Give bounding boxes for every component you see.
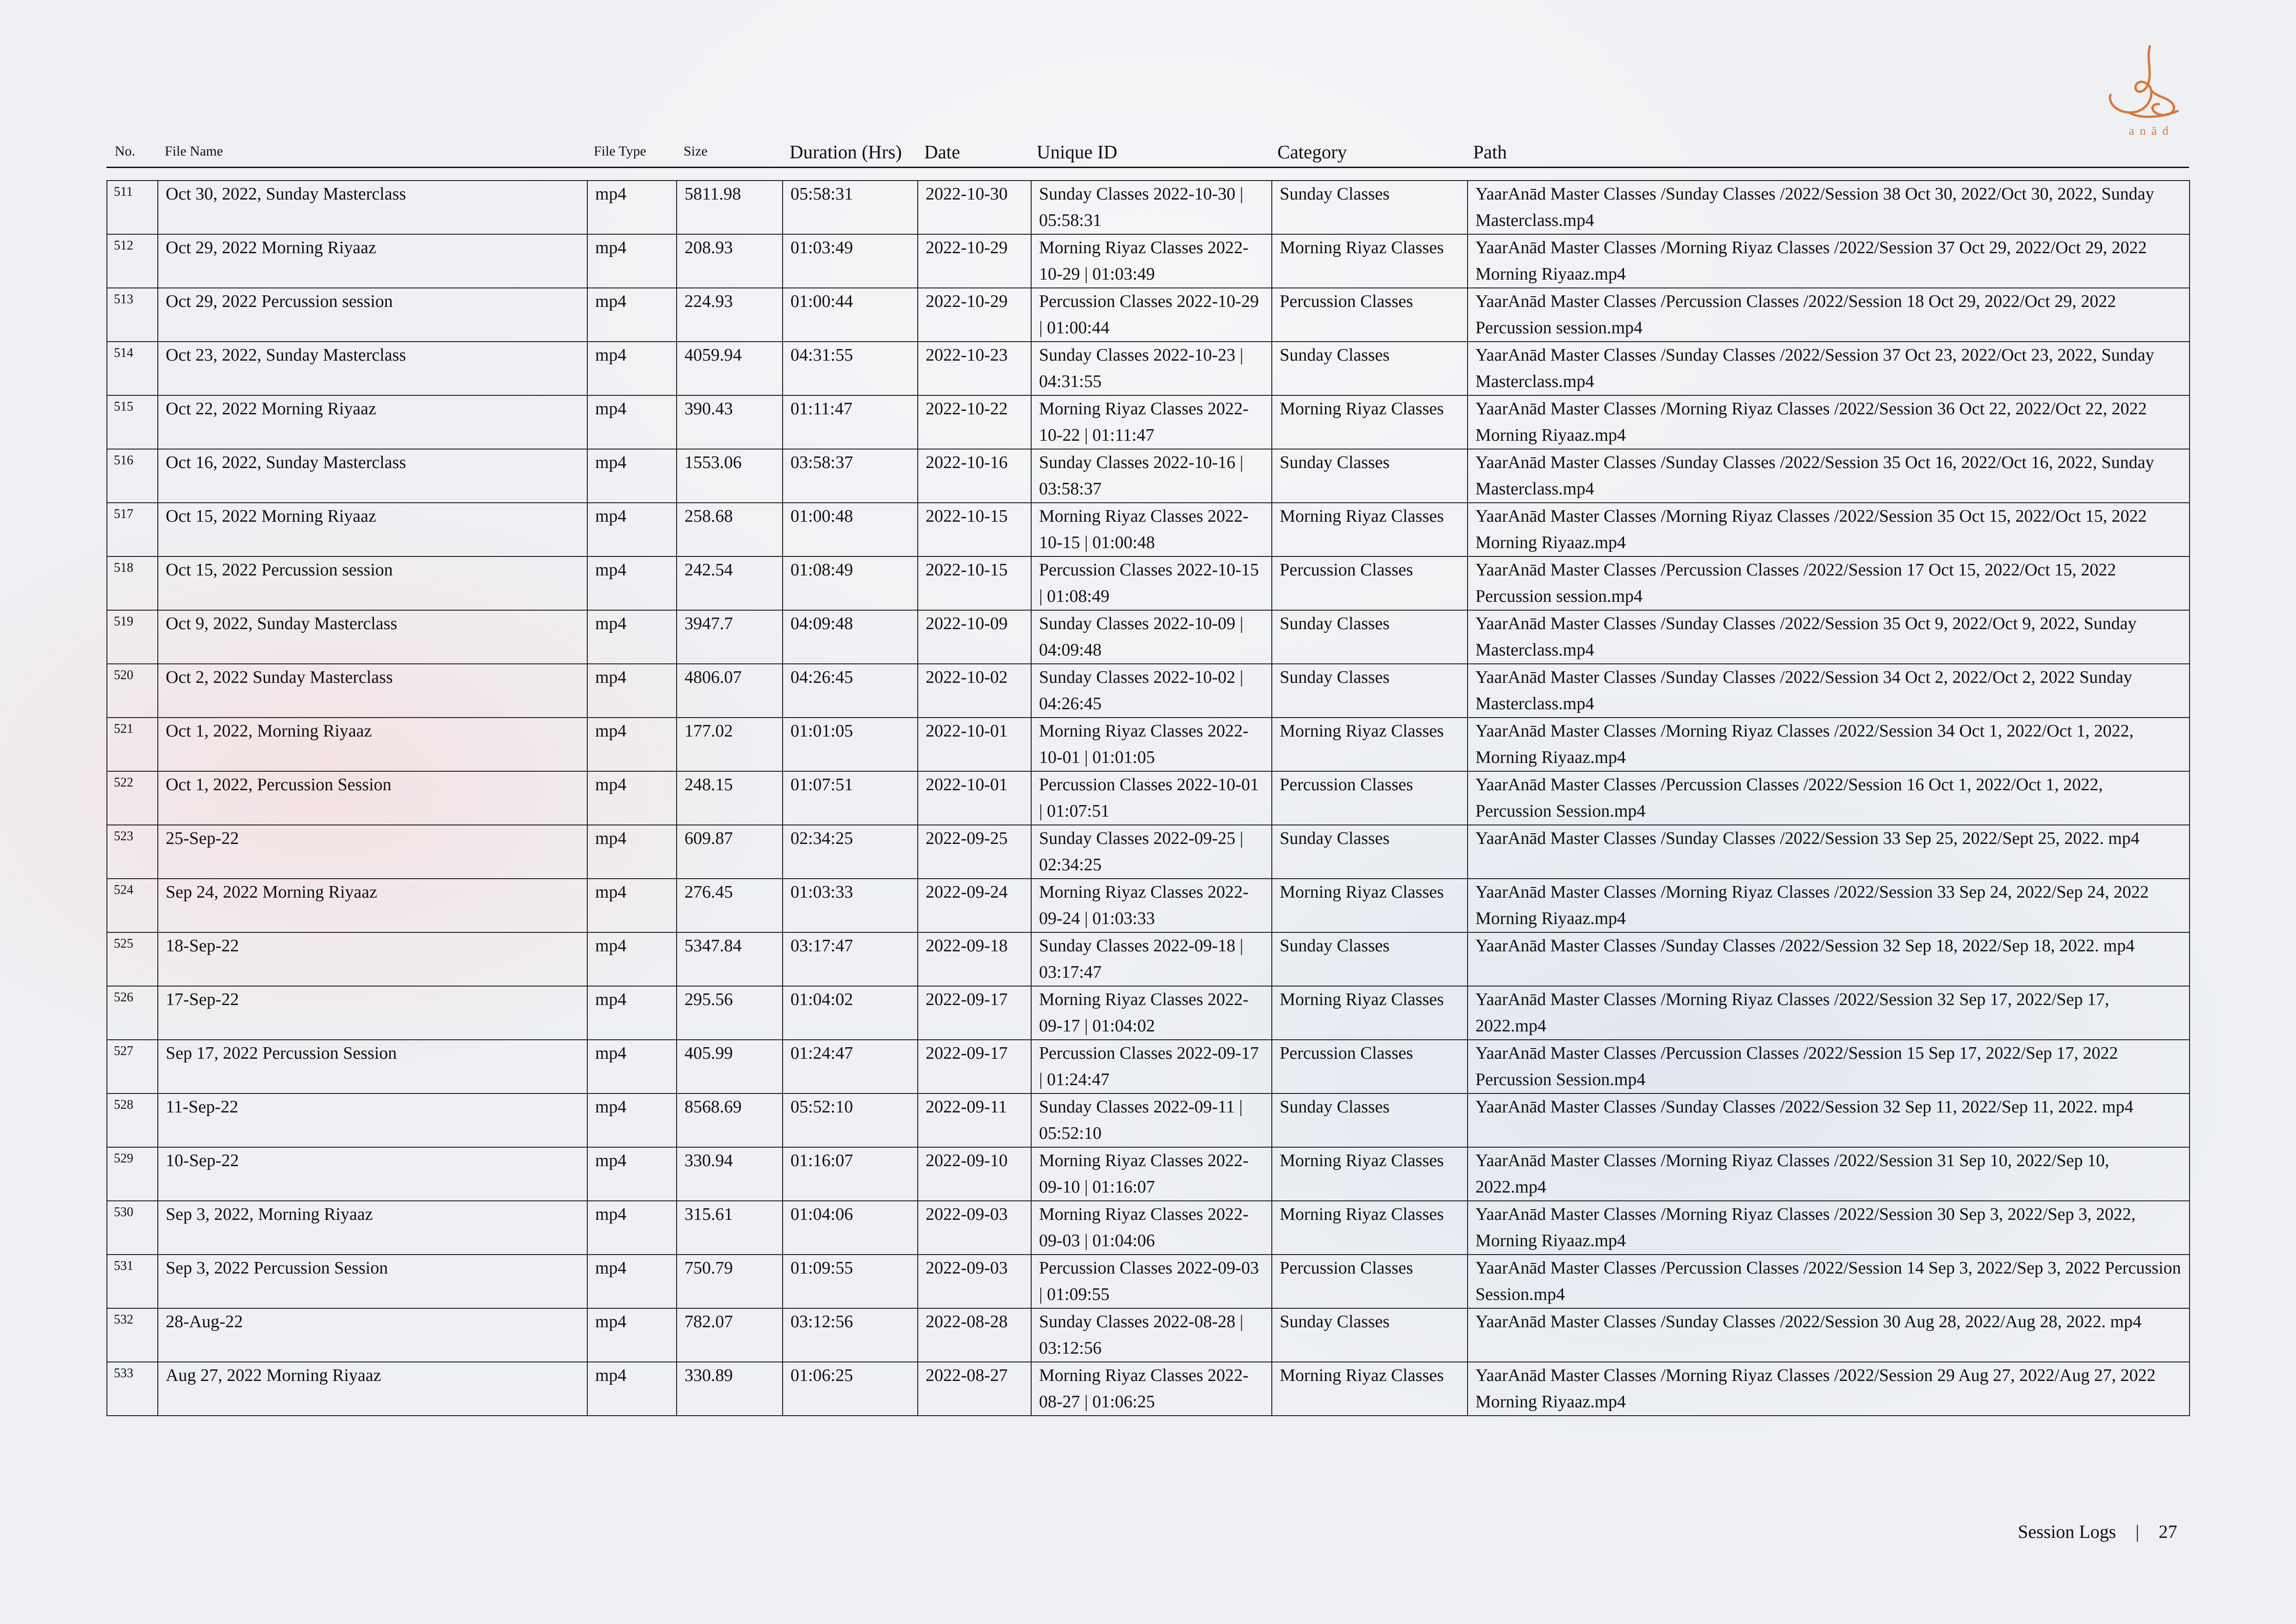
cell-unique-id: Sunday Classes 2022-09-18 | 03:17:47: [1031, 932, 1272, 986]
cell-date: 2022-09-18: [918, 932, 1031, 986]
cell-file-name: Oct 2, 2022 Sunday Masterclass: [158, 664, 587, 718]
cell-size: 330.94: [677, 1147, 783, 1201]
cell-no: 520: [107, 664, 158, 718]
cell-duration: 02:34:25: [783, 825, 918, 879]
cell-duration: 05:52:10: [783, 1093, 918, 1147]
cell-unique-id: Morning Riyaz Classes 2022-09-03 | 01:04:06: [1031, 1201, 1272, 1255]
cell-unique-id: Sunday Classes 2022-09-25 | 02:34:25: [1031, 825, 1272, 879]
table-row: [107, 503, 2190, 556]
cell-size: 248.15: [677, 771, 783, 825]
cell-category: Sunday Classes: [1272, 449, 1468, 503]
cell-file-type: mp4: [587, 771, 677, 825]
cell-path: YaarAnād Master Classes /Sunday Classes /2022/Session 35 Oct 16, 2022/Oct 16, 2022, Sunday Masterclass.mp4: [1468, 449, 2190, 503]
cell-category: Percussion Classes: [1272, 1040, 1468, 1093]
cell-file-type: mp4: [587, 234, 677, 288]
cell-no: 525: [107, 932, 158, 986]
cell-unique-id: Sunday Classes 2022-10-16 | 03:58:37: [1031, 449, 1272, 503]
cell-path: YaarAnād Master Classes /Sunday Classes /2022/Session 35 Oct 9, 2022/Oct 9, 2022, Sunday Masterclass.mp4: [1468, 610, 2190, 664]
cell-size: 750.79: [677, 1255, 783, 1308]
cell-unique-id: Morning Riyaz Classes 2022-09-10 | 01:16:07: [1031, 1147, 1272, 1201]
cell-size: 609.87: [677, 825, 783, 879]
cell-date: 2022-09-17: [918, 1040, 1031, 1093]
cell-file-name: Oct 23, 2022, Sunday Masterclass: [158, 342, 587, 395]
cell-date: 2022-09-10: [918, 1147, 1031, 1201]
table-row: [107, 1040, 2190, 1093]
cell-file-name: Oct 1, 2022, Morning Riyaaz: [158, 718, 587, 771]
cell-date: 2022-10-30: [918, 181, 1031, 234]
cell-duration: 03:12:56: [783, 1308, 918, 1362]
cell-duration: 04:31:55: [783, 342, 918, 395]
cell-category: Morning Riyaz Classes: [1272, 1201, 1468, 1255]
cell-file-name: Oct 1, 2022, Percussion Session: [158, 771, 587, 825]
cell-date: 2022-10-01: [918, 718, 1031, 771]
footer-section-title: Session Logs: [2018, 1521, 2116, 1542]
cell-unique-id: Morning Riyaz Classes 2022-10-22 | 01:11:47: [1031, 395, 1272, 449]
cell-path: YaarAnād Master Classes /Morning Riyaz Classes /2022/Session 33 Sep 24, 2022/Sep 24, 2022 Morning Riyaaz.mp4: [1468, 879, 2190, 932]
cell-file-name: 11-Sep-22: [158, 1093, 587, 1147]
cell-unique-id: Percussion Classes 2022-10-15 | 01:08:49: [1031, 556, 1272, 610]
cell-duration: 01:00:44: [783, 288, 918, 342]
cell-unique-id: Morning Riyaz Classes 2022-09-17 | 01:04:02: [1031, 986, 1272, 1040]
cell-file-name: 17-Sep-22: [158, 986, 587, 1040]
table-row: [107, 1362, 2190, 1416]
cell-category: Morning Riyaz Classes: [1272, 1362, 1468, 1416]
cell-file-type: mp4: [587, 342, 677, 395]
cell-category: Morning Riyaz Classes: [1272, 879, 1468, 932]
cell-file-type: mp4: [587, 1255, 677, 1308]
page-number: 27: [2159, 1521, 2178, 1542]
cell-file-type: mp4: [587, 449, 677, 503]
cell-no: 523: [107, 825, 158, 879]
cell-no: 529: [107, 1147, 158, 1201]
cell-no: 522: [107, 771, 158, 825]
cell-date: 2022-09-24: [918, 879, 1031, 932]
cell-duration: 01:24:47: [783, 1040, 918, 1093]
cell-path: YaarAnād Master Classes /Percussion Classes /2022/Session 14 Sep 3, 2022/Sep 3, 2022 Percussion Session.mp4: [1468, 1255, 2190, 1308]
cell-size: 5347.84: [677, 932, 783, 986]
header-duration: Duration (Hrs): [790, 141, 902, 162]
cell-path: YaarAnād Master Classes /Percussion Classes /2022/Session 15 Sep 17, 2022/Sep 17, 2022 Percussion Session.mp4: [1468, 1040, 2190, 1093]
cell-no: 516: [107, 449, 158, 503]
cell-unique-id: Morning Riyaz Classes 2022-09-24 | 01:03:33: [1031, 879, 1272, 932]
table-row: [107, 234, 2190, 288]
cell-duration: 01:08:49: [783, 556, 918, 610]
cell-path: YaarAnād Master Classes /Percussion Classes /2022/Session 17 Oct 15, 2022/Oct 15, 2022 Percussion session.mp4: [1468, 556, 2190, 610]
cell-path: YaarAnād Master Classes /Morning Riyaz Classes /2022/Session 30 Sep 3, 2022/Sep 3, 2022, Morning Riyaaz.mp4: [1468, 1201, 2190, 1255]
cell-path: YaarAnād Master Classes /Percussion Classes /2022/Session 18 Oct 29, 2022/Oct 29, 2022 Percussion session.mp4: [1468, 288, 2190, 342]
cell-no: 514: [107, 342, 158, 395]
cell-category: Morning Riyaz Classes: [1272, 718, 1468, 771]
cell-date: 2022-09-11: [918, 1093, 1031, 1147]
cell-category: Morning Riyaz Classes: [1272, 986, 1468, 1040]
cell-path: YaarAnād Master Classes /Morning Riyaz Classes /2022/Session 34 Oct 1, 2022/Oct 1, 2022, Morning Riyaaz.mp4: [1468, 718, 2190, 771]
table-row: [107, 342, 2190, 395]
header-file-name: File Name: [165, 144, 223, 159]
cell-path: YaarAnād Master Classes /Sunday Classes /2022/Session 32 Sep 11, 2022/Sep 11, 2022. mp4: [1468, 1093, 2190, 1147]
cell-unique-id: Morning Riyaz Classes 2022-08-27 | 01:06:25: [1031, 1362, 1272, 1416]
table-row: [107, 181, 2190, 234]
cell-date: 2022-09-17: [918, 986, 1031, 1040]
cell-path: YaarAnād Master Classes /Sunday Classes /2022/Session 38 Oct 30, 2022/Oct 30, 2022, Sunday Masterclass.mp4: [1468, 181, 2190, 234]
cell-category: Morning Riyaz Classes: [1272, 1147, 1468, 1201]
cell-category: Percussion Classes: [1272, 288, 1468, 342]
cell-duration: 01:04:02: [783, 986, 918, 1040]
cell-unique-id: Sunday Classes 2022-08-28 | 03:12:56: [1031, 1308, 1272, 1362]
cell-size: 276.45: [677, 879, 783, 932]
cell-duration: 03:17:47: [783, 932, 918, 986]
cell-file-name: Oct 16, 2022, Sunday Masterclass: [158, 449, 587, 503]
cell-file-name: Oct 22, 2022 Morning Riyaaz: [158, 395, 587, 449]
cell-unique-id: Sunday Classes 2022-09-11 | 05:52:10: [1031, 1093, 1272, 1147]
table-row: [107, 986, 2190, 1040]
cell-unique-id: Percussion Classes 2022-10-29 | 01:00:44: [1031, 288, 1272, 342]
cell-date: 2022-09-03: [918, 1201, 1031, 1255]
cell-file-name: Oct 15, 2022 Percussion session: [158, 556, 587, 610]
cell-date: 2022-09-03: [918, 1255, 1031, 1308]
cell-duration: 04:26:45: [783, 664, 918, 718]
cell-no: 526: [107, 986, 158, 1040]
cell-date: 2022-08-27: [918, 1362, 1031, 1416]
footer-separator: |: [2135, 1521, 2140, 1542]
cell-file-type: mp4: [587, 1147, 677, 1201]
cell-date: 2022-10-29: [918, 288, 1031, 342]
cell-file-name: Sep 3, 2022, Morning Riyaaz: [158, 1201, 587, 1255]
cell-path: YaarAnād Master Classes /Percussion Classes /2022/Session 16 Oct 1, 2022/Oct 1, 2022, Percussion Session.mp4: [1468, 771, 2190, 825]
cell-date: 2022-10-01: [918, 771, 1031, 825]
header-no: No.: [115, 144, 136, 159]
cell-date: 2022-10-15: [918, 556, 1031, 610]
table-row: [107, 449, 2190, 503]
cell-unique-id: Percussion Classes 2022-09-17 | 01:24:47: [1031, 1040, 1272, 1093]
cell-size: 4806.07: [677, 664, 783, 718]
cell-date: 2022-10-23: [918, 342, 1031, 395]
cell-no: 530: [107, 1201, 158, 1255]
cell-category: Sunday Classes: [1272, 932, 1468, 986]
cell-category: Morning Riyaz Classes: [1272, 234, 1468, 288]
cell-file-type: mp4: [587, 1308, 677, 1362]
cell-category: Percussion Classes: [1272, 1255, 1468, 1308]
table-row: [107, 771, 2190, 825]
page-footer: [2018, 1521, 2177, 1543]
cell-size: 224.93: [677, 288, 783, 342]
cell-file-type: mp4: [587, 181, 677, 234]
cell-category: Sunday Classes: [1272, 664, 1468, 718]
cell-path: YaarAnād Master Classes /Sunday Classes /2022/Session 30 Aug 28, 2022/Aug 28, 2022. mp4: [1468, 1308, 2190, 1362]
cell-file-type: mp4: [587, 664, 677, 718]
cell-no: 521: [107, 718, 158, 771]
cell-path: YaarAnād Master Classes /Morning Riyaz Classes /2022/Session 32 Sep 17, 2022/Sep 17, 2022.mp4: [1468, 986, 2190, 1040]
cell-path: YaarAnād Master Classes /Morning Riyaz Classes /2022/Session 31 Sep 10, 2022/Sep 10, 2022.mp4: [1468, 1147, 2190, 1201]
cell-file-name: Oct 30, 2022, Sunday Masterclass: [158, 181, 587, 234]
cell-duration: 01:01:05: [783, 718, 918, 771]
cell-category: Morning Riyaz Classes: [1272, 503, 1468, 556]
cell-unique-id: Sunday Classes 2022-10-09 | 04:09:48: [1031, 610, 1272, 664]
table-row: [107, 1147, 2190, 1201]
cell-size: 4059.94: [677, 342, 783, 395]
cell-path: YaarAnād Master Classes /Sunday Classes /2022/Session 33 Sep 25, 2022/Sept 25, 2022. mp4: [1468, 825, 2190, 879]
cell-file-name: Oct 9, 2022, Sunday Masterclass: [158, 610, 587, 664]
cell-size: 258.68: [677, 503, 783, 556]
cell-date: 2022-10-09: [918, 610, 1031, 664]
cell-unique-id: Morning Riyaz Classes 2022-10-29 | 01:03:49: [1031, 234, 1272, 288]
cell-file-name: Sep 24, 2022 Morning Riyaaz: [158, 879, 587, 932]
cell-file-type: mp4: [587, 718, 677, 771]
header-file-type: File Type: [594, 144, 647, 159]
cell-size: 3947.7: [677, 610, 783, 664]
cell-category: Sunday Classes: [1272, 610, 1468, 664]
cell-file-type: mp4: [587, 610, 677, 664]
cell-date: 2022-10-29: [918, 234, 1031, 288]
cell-unique-id: Percussion Classes 2022-10-01 | 01:07:51: [1031, 771, 1272, 825]
cell-file-type: mp4: [587, 556, 677, 610]
cell-file-name: Oct 15, 2022 Morning Riyaaz: [158, 503, 587, 556]
table-row: [107, 1255, 2190, 1308]
cell-category: Sunday Classes: [1272, 1308, 1468, 1362]
cell-size: 405.99: [677, 1040, 783, 1093]
cell-unique-id: Morning Riyaz Classes 2022-10-15 | 01:00:48: [1031, 503, 1272, 556]
table-row: [107, 825, 2190, 879]
cell-size: 5811.98: [677, 181, 783, 234]
cell-unique-id: Sunday Classes 2022-10-02 | 04:26:45: [1031, 664, 1272, 718]
cell-file-type: mp4: [587, 1362, 677, 1416]
cell-file-name: Sep 3, 2022 Percussion Session: [158, 1255, 587, 1308]
cell-path: YaarAnād Master Classes /Morning Riyaz Classes /2022/Session 36 Oct 22, 2022/Oct 22, 2022 Morning Riyaaz.mp4: [1468, 395, 2190, 449]
cell-size: 295.56: [677, 986, 783, 1040]
cell-duration: 04:09:48: [783, 610, 918, 664]
cell-file-type: mp4: [587, 932, 677, 986]
cell-no: 518: [107, 556, 158, 610]
header-date: Date: [924, 141, 960, 162]
cell-unique-id: Percussion Classes 2022-09-03 | 01:09:55: [1031, 1255, 1272, 1308]
cell-no: 513: [107, 288, 158, 342]
cell-file-type: mp4: [587, 288, 677, 342]
cell-path: YaarAnād Master Classes /Morning Riyaz Classes /2022/Session 29 Aug 27, 2022/Aug 27, 2022 Morning Riyaaz.mp4: [1468, 1362, 2190, 1416]
cell-file-name: 25-Sep-22: [158, 825, 587, 879]
cell-file-name: 18-Sep-22: [158, 932, 587, 986]
cell-unique-id: Sunday Classes 2022-10-30 | 05:58:31: [1031, 181, 1272, 234]
cell-size: 8568.69: [677, 1093, 783, 1147]
cell-file-type: mp4: [587, 825, 677, 879]
table-row: [107, 664, 2190, 718]
cell-duration: 01:11:47: [783, 395, 918, 449]
cell-unique-id: Sunday Classes 2022-10-23 | 04:31:55: [1031, 342, 1272, 395]
cell-file-name: 28-Aug-22: [158, 1308, 587, 1362]
cell-no: 515: [107, 395, 158, 449]
cell-date: 2022-08-28: [918, 1308, 1031, 1362]
cell-duration: 01:03:49: [783, 234, 918, 288]
cell-size: 242.54: [677, 556, 783, 610]
cell-file-name: Oct 29, 2022 Morning Riyaaz: [158, 234, 587, 288]
cell-size: 315.61: [677, 1201, 783, 1255]
cell-duration: 01:06:25: [783, 1362, 918, 1416]
cell-date: 2022-10-15: [918, 503, 1031, 556]
cell-category: Sunday Classes: [1272, 825, 1468, 879]
cell-no: 532: [107, 1308, 158, 1362]
cell-file-type: mp4: [587, 1040, 677, 1093]
table-row: [107, 1308, 2190, 1362]
header-unique-id: Unique ID: [1037, 141, 1118, 162]
cell-duration: 01:03:33: [783, 879, 918, 932]
cell-duration: 01:04:06: [783, 1201, 918, 1255]
cell-size: 330.89: [677, 1362, 783, 1416]
cell-file-type: mp4: [587, 395, 677, 449]
cell-date: 2022-10-16: [918, 449, 1031, 503]
cell-category: Sunday Classes: [1272, 181, 1468, 234]
session-log-table: [106, 180, 2190, 1416]
cell-file-type: mp4: [587, 503, 677, 556]
cell-no: 533: [107, 1362, 158, 1416]
cell-category: Morning Riyaz Classes: [1272, 395, 1468, 449]
cell-path: YaarAnād Master Classes /Sunday Classes /2022/Session 32 Sep 18, 2022/Sep 18, 2022. mp4: [1468, 932, 2190, 986]
table-row: [107, 395, 2190, 449]
cell-size: 1553.06: [677, 449, 783, 503]
cell-path: YaarAnād Master Classes /Morning Riyaz Classes /2022/Session 37 Oct 29, 2022/Oct 29, 2022 Morning Riyaaz.mp4: [1468, 234, 2190, 288]
cell-size: 390.43: [677, 395, 783, 449]
table-row: [107, 932, 2190, 986]
brand-wordmark: anād: [2129, 124, 2174, 137]
table-row: [107, 610, 2190, 664]
cell-category: Percussion Classes: [1272, 556, 1468, 610]
cell-no: 517: [107, 503, 158, 556]
cell-path: YaarAnād Master Classes /Morning Riyaz Classes /2022/Session 35 Oct 15, 2022/Oct 15, 2022 Morning Riyaaz.mp4: [1468, 503, 2190, 556]
cell-duration: 01:09:55: [783, 1255, 918, 1308]
table-row: [107, 1201, 2190, 1255]
header-size: Size: [684, 144, 708, 159]
cell-duration: 01:16:07: [783, 1147, 918, 1201]
table-header: [106, 139, 2189, 168]
cell-no: 528: [107, 1093, 158, 1147]
cell-no: 527: [107, 1040, 158, 1093]
cell-file-type: mp4: [587, 1201, 677, 1255]
cell-duration: 03:58:37: [783, 449, 918, 503]
cell-date: 2022-10-02: [918, 664, 1031, 718]
cell-no: 531: [107, 1255, 158, 1308]
cell-duration: 01:00:48: [783, 503, 918, 556]
cell-category: Sunday Classes: [1272, 342, 1468, 395]
cell-duration: 05:58:31: [783, 181, 918, 234]
cell-size: 177.02: [677, 718, 783, 771]
cell-duration: 01:07:51: [783, 771, 918, 825]
cell-date: 2022-09-25: [918, 825, 1031, 879]
cell-file-name: Oct 29, 2022 Percussion session: [158, 288, 587, 342]
cell-file-name: Aug 27, 2022 Morning Riyaaz: [158, 1362, 587, 1416]
cell-no: 512: [107, 234, 158, 288]
cell-no: 524: [107, 879, 158, 932]
cell-no: 519: [107, 610, 158, 664]
cell-file-type: mp4: [587, 879, 677, 932]
cell-file-type: mp4: [587, 986, 677, 1040]
cell-size: 782.07: [677, 1308, 783, 1362]
cell-file-name: Sep 17, 2022 Percussion Session: [158, 1040, 587, 1093]
header-category: Category: [1277, 141, 1347, 162]
table-row: [107, 1093, 2190, 1147]
table-row: [107, 879, 2190, 932]
cell-path: YaarAnād Master Classes /Sunday Classes /2022/Session 37 Oct 23, 2022/Oct 23, 2022, Sunday Masterclass.mp4: [1468, 342, 2190, 395]
cell-category: Sunday Classes: [1272, 1093, 1468, 1147]
table-row: [107, 556, 2190, 610]
cell-category: Percussion Classes: [1272, 771, 1468, 825]
cell-size: 208.93: [677, 234, 783, 288]
cell-file-name: 10-Sep-22: [158, 1147, 587, 1201]
table-row: [107, 288, 2190, 342]
cell-path: YaarAnād Master Classes /Sunday Classes /2022/Session 34 Oct 2, 2022/Oct 2, 2022 Sunday Masterclass.mp4: [1468, 664, 2190, 718]
cell-no: 511: [107, 181, 158, 234]
cell-file-type: mp4: [587, 1093, 677, 1147]
table-row: [107, 718, 2190, 771]
cell-unique-id: Morning Riyaz Classes 2022-10-01 | 01:01:05: [1031, 718, 1272, 771]
header-path: Path: [1473, 141, 1507, 162]
cell-date: 2022-10-22: [918, 395, 1031, 449]
